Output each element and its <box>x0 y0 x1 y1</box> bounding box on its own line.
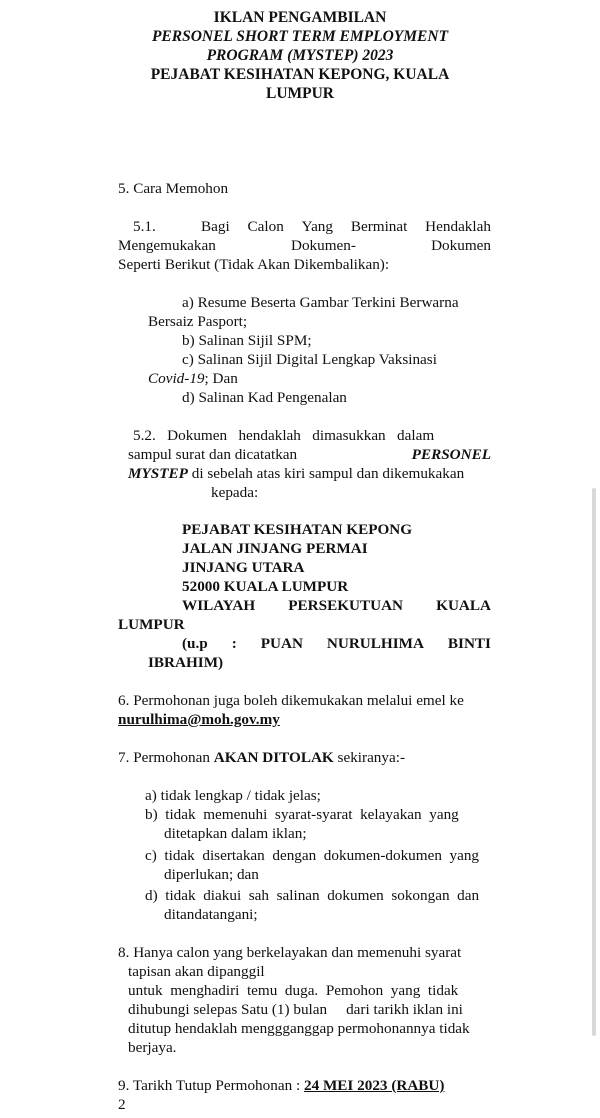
section-7-intro <box>118 748 405 767</box>
para-5-1-line-2 <box>118 236 491 255</box>
address-line-8: IBRAHIM) <box>148 654 224 671</box>
reject-item-b-line-2: ditetapkan dalam iklan; <box>164 825 307 842</box>
section-7-post: sekiranya:- <box>333 749 406 766</box>
address-line-1: PEJABAT KESIHATAN KEPONG <box>182 521 413 538</box>
heading-line-2: PERSONEL SHORT TERM EMPLOYMENT <box>151 28 449 45</box>
section-9 <box>118 1076 444 1095</box>
word: Mengemukakan <box>118 237 216 254</box>
para-5-2-line-1: 5.2. Dokumen hendaklah dimasukkan dalam <box>133 427 435 444</box>
reject-item-a: a) tidak lengkap / tidak jelas; <box>145 787 321 804</box>
word: (u.p <box>182 635 208 652</box>
heading-line-5: LUMPUR <box>265 85 335 102</box>
item-d: d) Salinan Kad Pengenalan <box>182 389 347 406</box>
word: Hendaklah <box>425 218 491 235</box>
word: NURULHIMA <box>326 635 424 652</box>
reject-item-c-line-2: diperlukan; dan <box>164 866 259 883</box>
para-5-1-number: 5.1. <box>133 218 156 235</box>
section-8-line-3: untuk menghadiri temu duga. Pemohon yang tidak <box>128 982 459 999</box>
section-8-line-4: dihubungi selepas Satu (1) bulan dari tarikh iklan ini <box>128 1001 463 1018</box>
word: : <box>231 635 237 652</box>
item-a-line-1: a) Resume Beserta Gambar Terkini Berwarna <box>182 294 459 311</box>
reject-item-c-line-1: c) tidak disertakan dengan dokumen-dokumen yang <box>145 847 480 864</box>
para-5-1-line-3: Seperti Berikut (Tidak Akan Dikembalikan): <box>118 256 390 273</box>
word: Berminat <box>350 218 408 235</box>
closing-date-label: 9. Tarikh Tutup Permohonan : <box>118 1077 304 1094</box>
section-8-line-1: 8. Hanya calon yang berkelayakan dan memenuhi syarat <box>118 944 462 961</box>
word: BINTI <box>447 635 491 652</box>
scrollbar[interactable] <box>592 488 596 1036</box>
item-c-rest: ; Dan <box>204 370 238 387</box>
address-line-2: JALAN JINJANG PERMAI <box>182 540 368 557</box>
word: PERSEKUTUAN <box>288 597 404 614</box>
item-a-line-2: Bersaiz Pasport; <box>148 313 248 330</box>
section-6-line-1: 6. Permohonan juga boleh dikemukakan melalui emel ke <box>118 692 464 709</box>
item-c-line-2 <box>148 369 238 388</box>
email-link[interactable]: nurulhima@moh.gov.my <box>118 711 280 728</box>
akan-ditolak-bold: AKAN DITOLAK <box>213 749 334 766</box>
personel-bold: PERSONEL <box>411 446 491 463</box>
section-7-pre: 7. Permohonan <box>118 749 214 766</box>
address-line-3: JINJANG UTARA <box>182 559 305 576</box>
para-5-2-line-3-rest: di sebelah atas kiri sampul dan dikemukakan <box>187 465 465 482</box>
item-b: b) Salinan Sijil SPM; <box>182 332 312 349</box>
para-5-2-line-4: kepada: <box>211 484 259 501</box>
item-c-line-1: c) Salinan Sijil Digital Lengkap Vaksinasi <box>182 351 437 368</box>
heading-line-1: IKLAN PENGAMBILAN <box>213 9 387 26</box>
word: Bagi <box>201 218 230 235</box>
word: Calon <box>247 218 284 235</box>
reject-item-d-line-1: d) tidak diakui sah salinan dokumen sokongan dan <box>145 887 480 904</box>
covid-italic: Covid-19 <box>148 370 205 387</box>
word: Dokumen <box>431 237 491 254</box>
word: Yang <box>301 218 333 235</box>
heading-line-4: PEJABAT KESIHATAN KEPONG, KUALA <box>150 66 450 83</box>
section-5-heading: 5. Cara Memohon <box>118 180 229 197</box>
reject-item-d-line-2: ditandatangani; <box>164 906 258 923</box>
word: Dokumen- <box>290 237 356 254</box>
word: PUAN <box>260 635 303 652</box>
address-line-4: 52000 KUALA LUMPUR <box>182 578 349 595</box>
section-8-line-6: berjaya. <box>128 1039 177 1056</box>
para-5-1-line-1 <box>201 217 491 236</box>
word: KUALA <box>436 597 491 614</box>
para-5-2-text: sampul surat dan dicatatkan <box>128 446 298 463</box>
address-line-6: LUMPUR <box>118 616 185 633</box>
para-5-2-line-3 <box>128 464 464 483</box>
address-line-7 <box>182 634 491 653</box>
address-line-5 <box>182 596 491 615</box>
page-number: 2 <box>118 1096 126 1113</box>
closing-date-value: 24 MEI 2023 (RABU) <box>303 1077 445 1094</box>
section-8-line-5: ditutup hendaklah menggganggap permohonannya tidak <box>128 1020 470 1037</box>
reject-item-b-line-1: b) tidak memenuhi syarat-syarat kelayakan yang <box>145 806 459 823</box>
para-5-2-line-2 <box>128 445 491 464</box>
word: WILAYAH <box>182 597 256 614</box>
section-8-line-2: tapisan akan dipanggil <box>128 963 265 980</box>
heading-line-3: PROGRAM (MYSTEP) 2023 <box>206 47 394 64</box>
mystep-bold: MYSTEP <box>128 465 188 482</box>
